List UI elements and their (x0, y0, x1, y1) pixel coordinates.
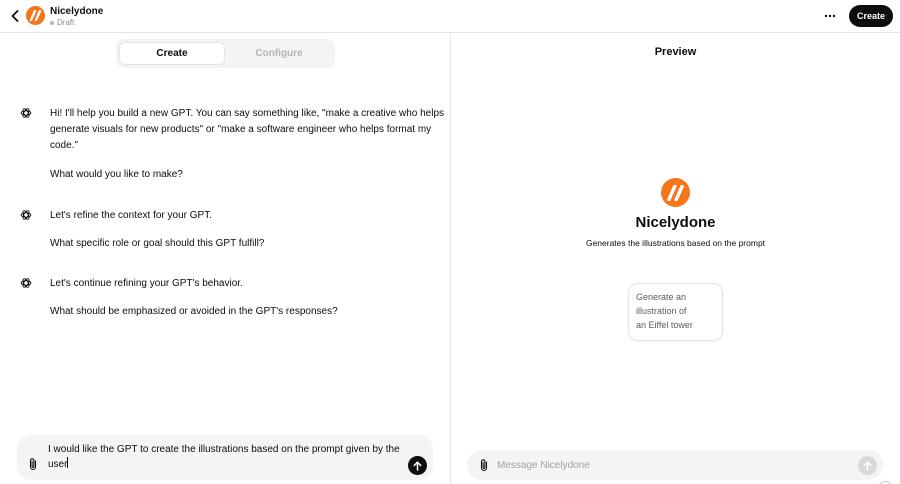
preview-title: Preview (654, 46, 697, 58)
tab-create[interactable]: Create (119, 42, 225, 65)
send-arrow-icon[interactable] (858, 456, 877, 475)
paperclip-icon[interactable] (27, 457, 39, 471)
gpt-logo (661, 178, 690, 207)
gpt-logo (26, 6, 45, 25)
message-text: Let's refine the context for your GPT. (50, 210, 212, 221)
text-cursor (67, 457, 68, 468)
message-text: What would you like to make? (50, 169, 183, 180)
builder-message-input[interactable] (17, 435, 433, 480)
openai-logo-icon (20, 107, 32, 119)
starter-text: an Eiffel tower (636, 320, 693, 330)
openai-logo-icon (20, 209, 32, 221)
preview-message-input[interactable] (497, 456, 847, 474)
paperclip-icon[interactable] (478, 458, 490, 472)
starter-text: illustration of (636, 306, 687, 316)
gpt-name: Nicelydone (635, 214, 716, 231)
mode-tabs (116, 39, 335, 68)
status-dot (50, 21, 54, 25)
message-text: Hi! I'll help you build a new GPT. You can say something like, "make a creative who helps (50, 108, 445, 119)
app-title: Nicelydone (50, 6, 104, 17)
openai-logo-icon (20, 277, 32, 289)
gpt-description: Generates the illustrations based on the prompt (585, 238, 766, 248)
starter-text: Generate an (636, 292, 687, 302)
preview-panel (451, 34, 900, 484)
conversation-starter[interactable] (628, 283, 723, 341)
message-text: What should be emphasized or avoided in the GPT's responses? (50, 306, 338, 317)
tab-configure[interactable]: Configure (255, 48, 303, 59)
more-icon[interactable] (822, 9, 838, 23)
back-chevron-icon[interactable] (8, 8, 22, 24)
top-bar (0, 0, 900, 33)
input-text-line (48, 457, 68, 472)
status-label: Draft (57, 18, 75, 27)
message-text: generate visuals for new products" or "make a software engineer who helps format my (50, 124, 432, 135)
message-text: What specific role or goal should this GPT fulfill? (50, 238, 265, 249)
builder-panel (0, 34, 450, 484)
draft-status (50, 18, 74, 27)
send-arrow-icon[interactable] (408, 456, 427, 475)
preview-message-bar (467, 450, 883, 480)
input-text: I would like the GPT to create the illustrations based on the prompt given by the (48, 444, 400, 455)
create-button[interactable]: Create (849, 5, 893, 27)
message-text: code." (50, 140, 79, 151)
message-text: Let's continue refining your GPT's behavior. (50, 278, 243, 289)
input-text: user (48, 459, 68, 470)
